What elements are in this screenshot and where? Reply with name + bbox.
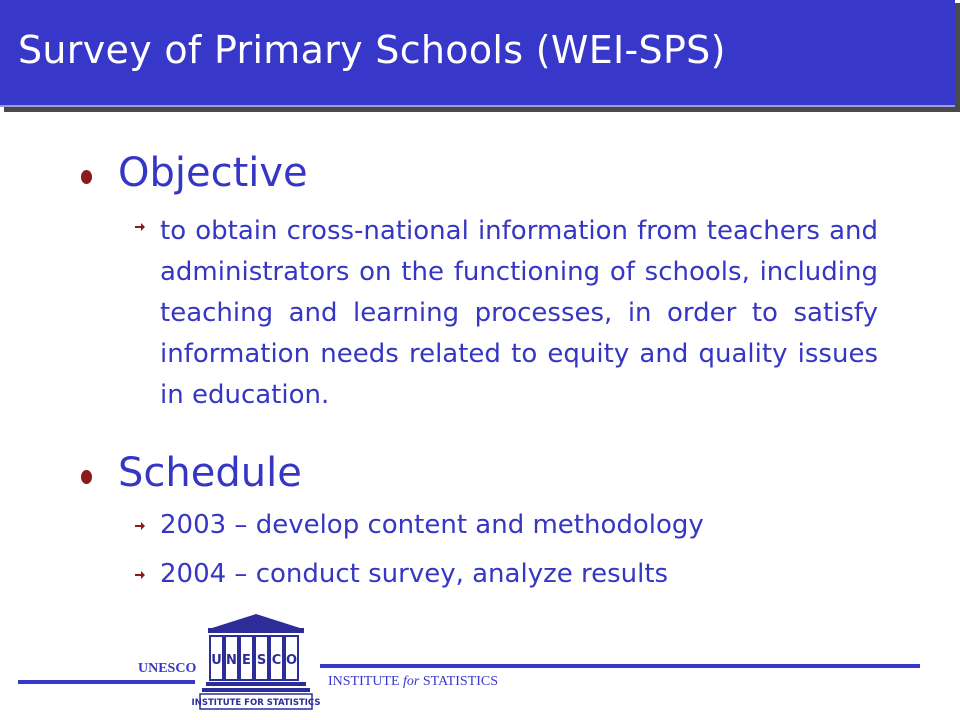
dot-icon	[81, 170, 92, 184]
title-banner	[0, 0, 955, 107]
logo-letter: O	[285, 653, 298, 668]
footer-institute-label: INSTITUTE for STATISTICS	[328, 674, 499, 689]
logo-letter: U	[211, 653, 222, 668]
schedule-text: 2004 – conduct survey, analyze results	[160, 559, 669, 589]
logo-letter: E	[242, 653, 251, 668]
footer-unesco-label: UNESCO	[138, 661, 197, 676]
unesco-logo	[191, 612, 321, 712]
logo-letter: N	[226, 653, 237, 668]
section-heading: Objective	[118, 150, 308, 196]
footer-rule-left	[18, 680, 195, 684]
logo-letter: C	[271, 653, 282, 668]
section-heading: Schedule	[118, 450, 302, 496]
svg-text:INSTITUTE FOR STATISTICS: INSTITUTE FOR STATISTICS	[191, 698, 321, 708]
logo-letter: S	[256, 653, 267, 668]
schedule-text: 2003 – develop content and methodology	[160, 510, 704, 540]
dot-icon	[81, 470, 92, 484]
arrow-right-icon	[134, 221, 146, 233]
objective-text: to obtain cross-national information from teachers and administrators on the functioning of schools, including teaching and learning processes, in order to satisfy information needs related to equity and quality issues in education.	[160, 216, 878, 410]
arrow-right-icon	[134, 520, 146, 532]
arrow-right-icon	[134, 569, 146, 581]
footer-rule-right	[320, 664, 920, 668]
slide-title: Survey of Primary Schools (WEI-SPS)	[18, 28, 726, 72]
